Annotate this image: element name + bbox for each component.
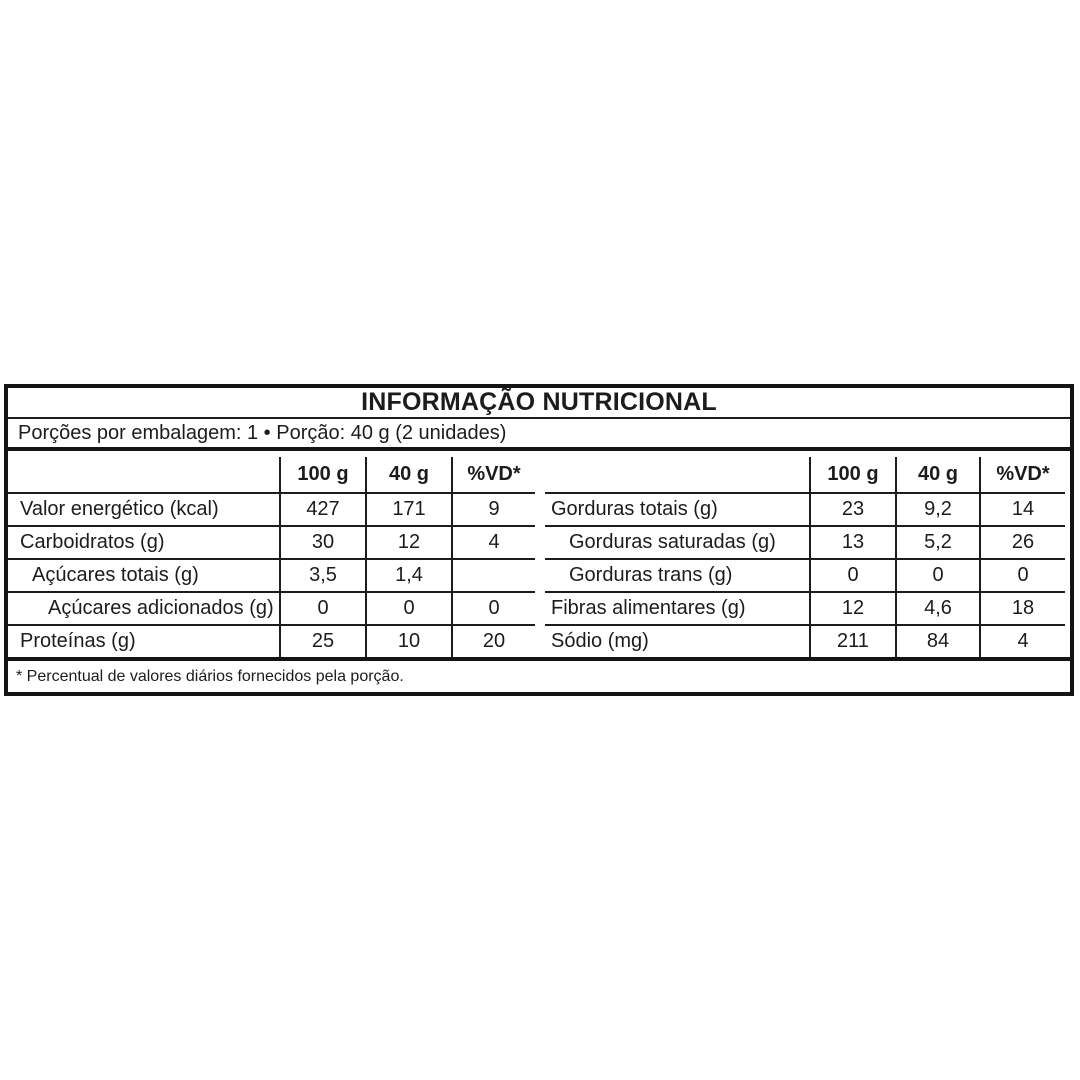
value-40g: 84 xyxy=(895,624,979,657)
column-header-40g: 40 g xyxy=(895,457,979,492)
value-40g: 171 xyxy=(365,492,451,525)
row-label: Valor energético (kcal) xyxy=(8,492,279,525)
column-header-vd: %VD* xyxy=(451,457,535,492)
value-40g: 12 xyxy=(365,525,451,558)
value-100g: 427 xyxy=(279,492,365,525)
value-100g: 13 xyxy=(809,525,895,558)
value-40g: 5,2 xyxy=(895,525,979,558)
value-vd: 26 xyxy=(979,525,1065,558)
value-40g: 10 xyxy=(365,624,451,657)
value-100g: 3,5 xyxy=(279,558,365,591)
value-100g: 30 xyxy=(279,525,365,558)
row-label: Gorduras trans (g) xyxy=(545,558,809,591)
value-100g: 25 xyxy=(279,624,365,657)
table-title: INFORMAÇÃO NUTRICIONAL xyxy=(8,388,1070,419)
row-label: Açúcares adicionados (g) xyxy=(8,591,279,624)
value-40g: 9,2 xyxy=(895,492,979,525)
column-header-100g: 100 g xyxy=(809,457,895,492)
row-label: Carboidratos (g) xyxy=(8,525,279,558)
row-label: Sódio (mg) xyxy=(545,624,809,657)
value-40g: 1,4 xyxy=(365,558,451,591)
value-vd: 4 xyxy=(979,624,1065,657)
value-vd: 0 xyxy=(979,558,1065,591)
header-corner-blank xyxy=(8,457,279,492)
row-label: Gorduras totais (g) xyxy=(545,492,809,525)
nutrition-subtable-right xyxy=(545,457,1065,657)
value-vd: 20 xyxy=(451,624,535,657)
value-100g: 0 xyxy=(809,558,895,591)
value-40g: 0 xyxy=(365,591,451,624)
tables-area xyxy=(8,451,1070,657)
footnote: * Percentual de valores diários fornecidos pela porção. xyxy=(8,657,1070,692)
value-vd: 18 xyxy=(979,591,1065,624)
value-vd: 4 xyxy=(451,525,535,558)
value-vd: 9 xyxy=(451,492,535,525)
value-40g: 4,6 xyxy=(895,591,979,624)
header-corner-blank xyxy=(545,457,809,492)
row-label: Fibras alimentares (g) xyxy=(545,591,809,624)
row-label: Gorduras saturadas (g) xyxy=(545,525,809,558)
nutrition-subtable-left xyxy=(8,457,535,657)
column-header-40g: 40 g xyxy=(365,457,451,492)
value-vd: 14 xyxy=(979,492,1065,525)
value-100g: 12 xyxy=(809,591,895,624)
value-100g: 211 xyxy=(809,624,895,657)
value-100g: 0 xyxy=(279,591,365,624)
servings-line: Porções por embalagem: 1 • Porção: 40 g (2 unidades) xyxy=(8,419,1070,451)
value-100g: 23 xyxy=(809,492,895,525)
value-vd xyxy=(451,558,535,591)
row-label: Proteínas (g) xyxy=(8,624,279,657)
column-header-100g: 100 g xyxy=(279,457,365,492)
column-header-vd: %VD* xyxy=(979,457,1065,492)
value-vd: 0 xyxy=(451,591,535,624)
row-label: Açúcares totais (g) xyxy=(8,558,279,591)
nutrition-facts-table xyxy=(4,384,1074,696)
value-40g: 0 xyxy=(895,558,979,591)
